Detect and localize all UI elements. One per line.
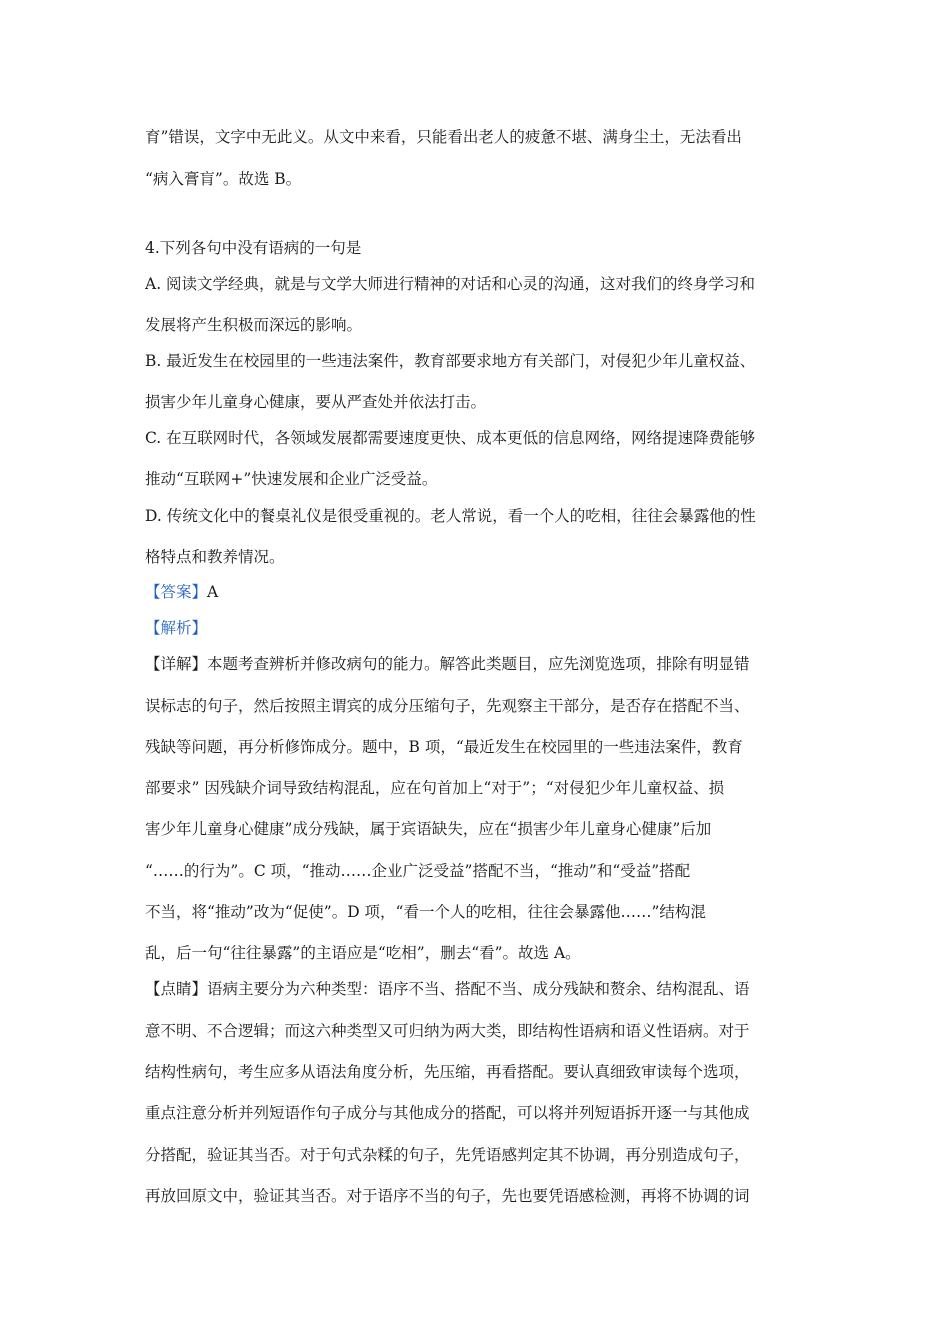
detail-label: 【详解】 xyxy=(145,655,208,673)
detail-line: 害少年儿童身心健康”成分残缺，属于宾语缺失，应在“损害少年儿童身心健康”后加 xyxy=(145,820,712,838)
tip-label: 【点睛】 xyxy=(145,980,208,998)
answer-label: 【答案】 xyxy=(145,583,208,601)
answer-value: A xyxy=(207,583,219,601)
detail-text: 本题考查辨析并修改病句的能力。解答此类题目，应先浏览选项，排除有明显错 xyxy=(207,655,750,673)
tip-text: 语病主要分为六种类型：语序不当、搭配不当、成分残缺和赘余、结构混乱、语 xyxy=(207,980,750,998)
tip-line: 再放回原文中，验证其当否。对于语序不当的句子，先也要凭语感检测，再将不协调的词 xyxy=(145,1187,750,1205)
option-b-line: 损害少年儿童身心健康，要从严查处并依法打击。 xyxy=(145,393,487,411)
detail-line: 部要求” 因残缺介词导致结构混乱，应在句首加上“对于”；“对侵犯少年儿童权益、损 xyxy=(145,779,725,797)
option-b-line: B. 最近发生在校园里的一些违法案件，教育部要求地方有关部门，对侵犯少年儿童权益、 xyxy=(145,352,756,370)
tip-line: 意不明、不合逻辑；而这六种类型又可归纳为两大类，即结构性语病和语义性语病。对于 xyxy=(145,1022,750,1040)
detail-line: “……的行为”。C 项，“推动……企业广泛受益”搭配不当，“推动”和“受益”搭配 xyxy=(145,862,691,880)
option-c-line: C. 在互联网时代，各领域发展都需要速度更快、成本更低的信息网络，网络提速降费能够 xyxy=(145,429,756,447)
option-a-line: 发展将产生积极而深远的影响。 xyxy=(145,316,363,334)
option-a-line: A. 阅读文学经典，就是与文学大师进行精神的对话和心灵的沟通，这对我们的终身学习和 xyxy=(145,275,756,293)
option-d-line: D. 传统文化中的餐桌礼仪是很受重视的。老人常说，看一个人的吃相，往往会暴露他的性 xyxy=(145,507,756,525)
detail-line: 误标志的句子，然后按照主谓宾的成分压缩句子，先观察主干部分，是否存在搭配不当、 xyxy=(145,697,750,715)
detail-line: 不当，将“推动”改为“促使”。D 项，“看一个人的吃相，往往会暴露他……”结构混 xyxy=(145,903,706,921)
option-d-line: 格特点和教养情况。 xyxy=(145,548,285,566)
detail-line: 残缺等问题，再分析修饰成分。题中，B 项，“最近发生在校园里的一些违法案件，教育 xyxy=(145,738,743,756)
detail-line: 乱，后一句“往往暴露”的主语应是“吃相”，删去“看”。故选 A。 xyxy=(145,944,581,962)
prev-analysis-line: “病入膏肓”。故选 B。 xyxy=(145,170,302,188)
analysis-line xyxy=(145,618,810,638)
tip-line xyxy=(145,979,810,999)
detail-line xyxy=(145,654,810,674)
tip-line: 结构性病句，考生应多从语法角度分析，先压缩，再看搭配。要认真细致审读每个选项， xyxy=(145,1063,750,1081)
answer-line xyxy=(145,582,810,602)
tip-line: 重点注意分析并列短语作句子成分与其他成分的搭配，可以将并列短语拆开逐一与其他成 xyxy=(145,1104,750,1122)
analysis-label: 【解析】 xyxy=(145,619,208,637)
option-c-line: 推动“互联网+”快速发展和企业广泛受益。 xyxy=(145,470,438,488)
tip-line: 分搭配，验证其当否。对于句式杂糅的句子，先凭语感判定其不协调，再分别造成句子， xyxy=(145,1146,750,1164)
prev-analysis-line: 育”错误，文字中无此义。从文中来看，只能看出老人的疲惫不堪、满身尘土，无法看出 xyxy=(145,128,742,146)
question-stem: 4.下列各句中没有语病的一句是 xyxy=(145,239,362,257)
